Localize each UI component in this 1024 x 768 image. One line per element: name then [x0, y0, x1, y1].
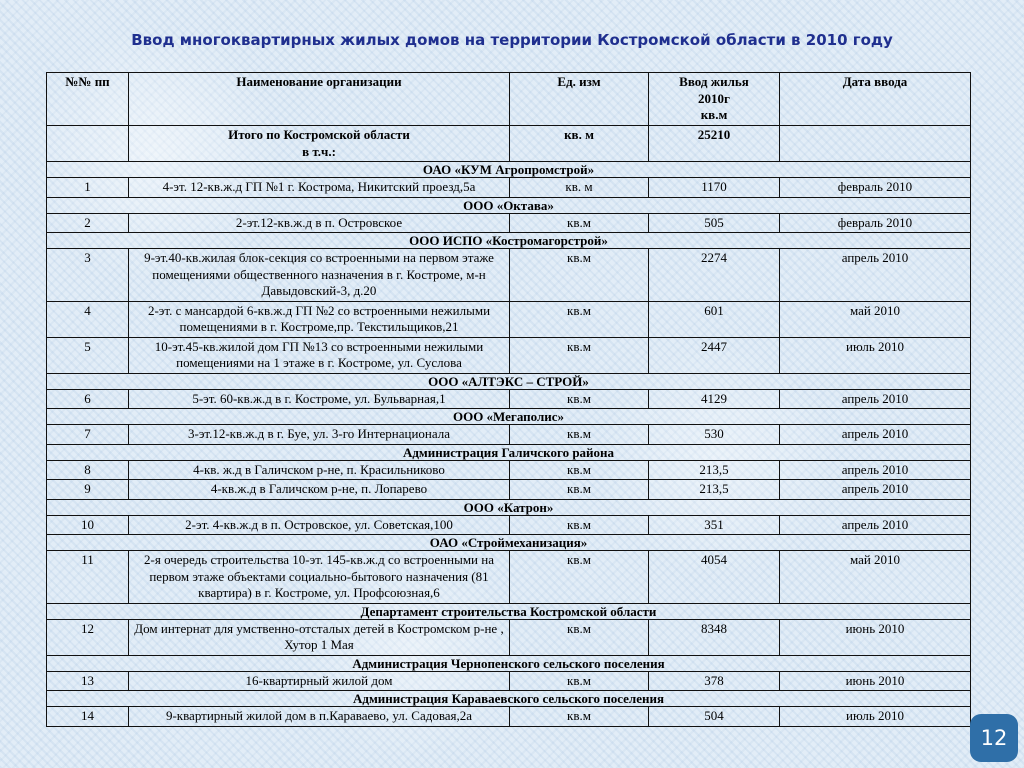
row-object-name: Дом интернат для умственно-отсталых детей в Костромском р-не , Хутор 1 Мая	[129, 619, 510, 655]
page-number-badge: 12	[970, 714, 1018, 762]
row-date: апрель 2010	[780, 515, 971, 535]
row-object-name: 2-эт.12-кв.ж.д в п. Островское	[129, 213, 510, 233]
total-row	[47, 126, 971, 162]
row-date: июль 2010	[780, 337, 971, 373]
section-header-row	[47, 655, 971, 671]
section-header-row	[47, 162, 971, 178]
row-area-value: 530	[649, 425, 780, 445]
table-row	[47, 425, 971, 445]
total-label	[129, 126, 510, 162]
header-unit: Ед. изм	[510, 73, 649, 126]
row-unit: кв.м	[510, 707, 649, 727]
row-object-name: 2-эт. с мансардой 6-кв.ж.д ГП №2 со встроенными нежилыми помещениями в г. Костроме,пр. Текстильщиков,21	[129, 301, 510, 337]
row-object-name: 16-квартирный жилой дом	[129, 671, 510, 691]
row-unit: кв.м	[510, 671, 649, 691]
row-unit: кв.м	[510, 213, 649, 233]
row-object-name: 2-я очередь строительства 10-эт. 145-кв.ж.д со встроенными на первом этаже объектами социально-бытового назначения (81 квартира) в г. Костроме, ул. Профсоюзная,6	[129, 551, 510, 604]
section-header-row	[47, 499, 971, 515]
total-label-line2: в т.ч.:	[302, 143, 336, 159]
row-number: 7	[47, 425, 129, 445]
section-header-row	[47, 691, 971, 707]
row-area-value: 2274	[649, 249, 780, 302]
row-area-value: 2447	[649, 337, 780, 373]
row-area-value: 378	[649, 671, 780, 691]
row-area-value: 8348	[649, 619, 780, 655]
row-date: апрель 2010	[780, 460, 971, 480]
row-date: апрель 2010	[780, 389, 971, 409]
row-number: 9	[47, 480, 129, 500]
row-number: 14	[47, 707, 129, 727]
table-row	[47, 460, 971, 480]
row-date: февраль 2010	[780, 178, 971, 198]
housing-table	[46, 72, 971, 727]
row-date: май 2010	[780, 551, 971, 604]
section-org-name: Департамент строительства Костромской области	[47, 603, 971, 619]
row-number: 1	[47, 178, 129, 198]
table-row	[47, 707, 971, 727]
row-unit: кв.м	[510, 389, 649, 409]
row-date: июнь 2010	[780, 619, 971, 655]
table-row	[47, 515, 971, 535]
row-object-name: 4-кв. ж.д в Галичском р-не, п. Красильниково	[129, 460, 510, 480]
header-num: №№ пп	[47, 73, 129, 126]
section-org-name: Администрация Галичского района	[47, 444, 971, 460]
row-date: февраль 2010	[780, 213, 971, 233]
section-header-row	[47, 535, 971, 551]
row-area-value: 4129	[649, 389, 780, 409]
row-object-name: 10-эт.45-кв.жилой дом ГП №13 со встроенными нежилыми помещениями на 1 этаже в г. Костроме, ул. Суслова	[129, 337, 510, 373]
row-object-name: 9-квартирный жилой дом в п.Караваево, ул. Садовая,2а	[129, 707, 510, 727]
row-number: 8	[47, 460, 129, 480]
row-number: 11	[47, 551, 129, 604]
section-org-name: Администрация Караваевского сельского поселения	[47, 691, 971, 707]
table-row	[47, 213, 971, 233]
table-row	[47, 178, 971, 198]
row-unit: кв.м	[510, 337, 649, 373]
row-date: июль 2010	[780, 707, 971, 727]
row-unit: кв.м	[510, 480, 649, 500]
row-object-name: 3-эт.12-кв.ж.д в г. Буе, ул. 3-го Интернационала	[129, 425, 510, 445]
table-row	[47, 619, 971, 655]
section-header-row	[47, 603, 971, 619]
total-unit: кв. м	[510, 126, 649, 162]
section-header-row	[47, 409, 971, 425]
row-unit: кв.м	[510, 619, 649, 655]
row-area-value: 213,5	[649, 480, 780, 500]
header-org: Наименование организации	[129, 73, 510, 126]
section-org-name: Администрация Чернопенского сельского поселения	[47, 655, 971, 671]
section-org-name: ООО «Мегаполис»	[47, 409, 971, 425]
row-number: 6	[47, 389, 129, 409]
table-row	[47, 337, 971, 373]
section-org-name: ООО «АЛТЭКС – СТРОЙ»	[47, 373, 971, 389]
row-unit: кв.м	[510, 551, 649, 604]
header-input-line2: 2010г	[698, 90, 730, 106]
row-area-value: 351	[649, 515, 780, 535]
header-input-line3: кв.м	[700, 107, 728, 122]
row-number: 2	[47, 213, 129, 233]
row-unit: кв.м	[510, 301, 649, 337]
row-date: июнь 2010	[780, 671, 971, 691]
total-num	[47, 126, 129, 162]
row-area-value: 4054	[649, 551, 780, 604]
section-header-row	[47, 373, 971, 389]
section-org-name: ОАО «КУМ Агропромстрой»	[47, 162, 971, 178]
row-object-name: 4-кв.ж.д в Галичском р-не, п. Лопарево	[129, 480, 510, 500]
row-number: 10	[47, 515, 129, 535]
row-area-value: 1170	[649, 178, 780, 198]
section-header-row	[47, 233, 971, 249]
row-date: апрель 2010	[780, 249, 971, 302]
row-area-value: 504	[649, 707, 780, 727]
row-object-name: 4-эт. 12-кв.ж.д ГП №1 г. Кострома, Никитский проезд,5а	[129, 178, 510, 198]
row-unit: кв.м	[510, 515, 649, 535]
row-area-value: 213,5	[649, 460, 780, 480]
row-date: апрель 2010	[780, 425, 971, 445]
section-org-name: ООО «Октава»	[47, 197, 971, 213]
table-row	[47, 551, 971, 604]
row-unit: кв.м	[510, 460, 649, 480]
row-date: апрель 2010	[780, 480, 971, 500]
row-date: май 2010	[780, 301, 971, 337]
total-label-line1: Итого по Костромской области	[228, 127, 410, 142]
header-date: Дата ввода	[780, 73, 971, 126]
section-header-row	[47, 197, 971, 213]
total-date	[780, 126, 971, 162]
header-input	[649, 73, 780, 126]
table-row	[47, 249, 971, 302]
row-unit: кв.м	[510, 425, 649, 445]
header-input-line1: Ввод жилья	[679, 74, 749, 89]
table-row	[47, 671, 971, 691]
row-unit: кв.м	[510, 249, 649, 302]
section-org-name: ООО «Катрон»	[47, 499, 971, 515]
row-number: 3	[47, 249, 129, 302]
total-value: 25210	[649, 126, 780, 162]
table-row	[47, 301, 971, 337]
row-number: 12	[47, 619, 129, 655]
row-object-name: 9-эт.40-кв.жилая блок-секция со встроенными на первом этаже помещениями общественного назначения в г. Костроме, м-н Давыдовский-3, д.20	[129, 249, 510, 302]
row-number: 4	[47, 301, 129, 337]
table-row	[47, 480, 971, 500]
section-header-row	[47, 444, 971, 460]
section-org-name: ОАО «Строймеханизация»	[47, 535, 971, 551]
row-object-name: 5-эт. 60-кв.ж.д в г. Костроме, ул. Бульварная,1	[129, 389, 510, 409]
row-number: 5	[47, 337, 129, 373]
table-body	[47, 73, 971, 727]
row-area-value: 505	[649, 213, 780, 233]
table-row	[47, 389, 971, 409]
slide-title: Ввод многоквартирных жилых домов на территории Костромской области в 2010 году	[131, 31, 893, 49]
row-area-value: 601	[649, 301, 780, 337]
row-number: 13	[47, 671, 129, 691]
header-row	[47, 73, 971, 126]
row-unit: кв. м	[510, 178, 649, 198]
section-org-name: ООО ИСПО «Костромагорстрой»	[47, 233, 971, 249]
row-object-name: 2-эт. 4-кв.ж.д в п. Островское, ул. Советская,100	[129, 515, 510, 535]
